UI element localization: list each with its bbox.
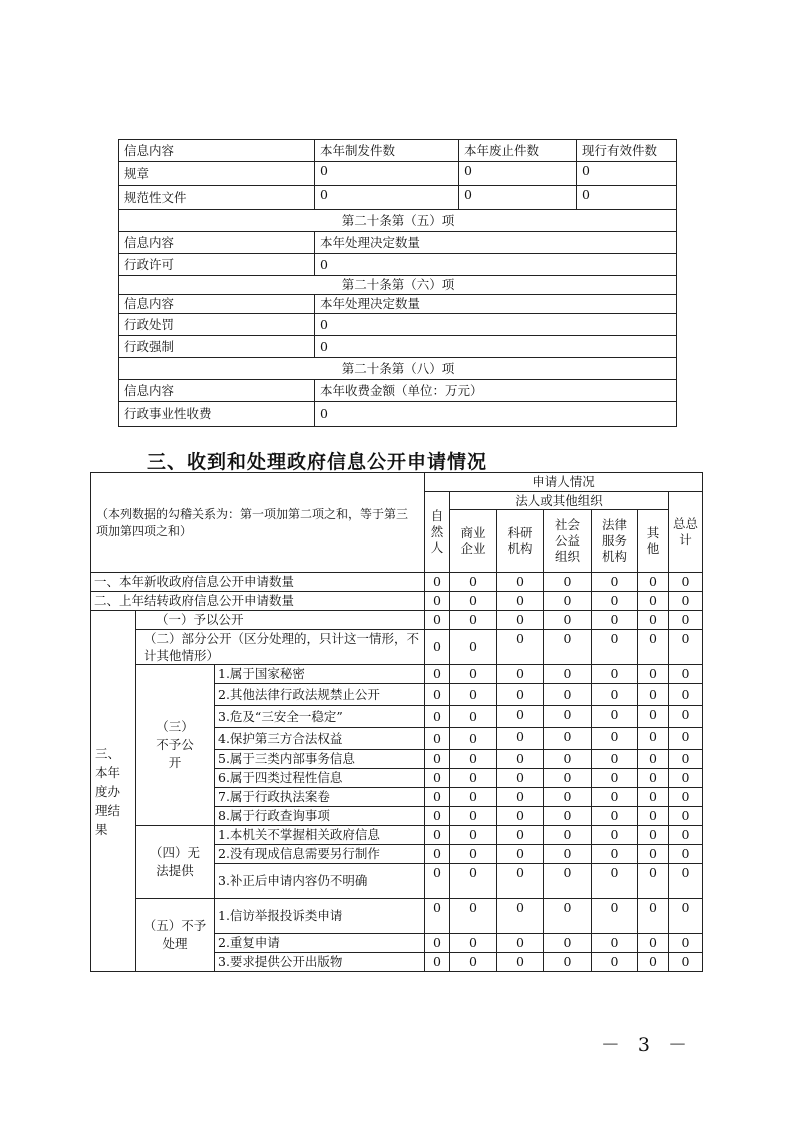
value-cell: 0 xyxy=(497,769,544,788)
value-cell: 0 xyxy=(450,630,497,665)
table-cell: 行政许可 xyxy=(119,254,315,276)
sub-group-label: （五）不予处理 xyxy=(136,899,215,972)
value-cell: 0 xyxy=(592,611,638,630)
value-cell: 0 xyxy=(592,706,638,728)
value-cell: 0 xyxy=(497,845,544,864)
table-cell: 本年收费金额（单位：万元） xyxy=(315,380,677,402)
value-cell: 0 xyxy=(669,630,703,665)
table-row xyxy=(119,314,677,336)
row-label: 2.没有现成信息需要另行制作 xyxy=(215,845,425,864)
value-cell: 0 xyxy=(450,769,497,788)
value-cell: 0 xyxy=(592,953,638,972)
value-cell: 0 xyxy=(544,826,592,845)
value-cell: 0 xyxy=(592,573,638,592)
value-cell: 0 xyxy=(497,826,544,845)
value-cell: 0 xyxy=(497,706,544,728)
table-cell: 本年处理决定数量 xyxy=(315,295,677,314)
value-cell: 0 xyxy=(425,684,450,706)
sub-group-label: （三）不予公开 xyxy=(136,665,215,826)
value-cell: 0 xyxy=(638,573,669,592)
row-label: 2.重复申请 xyxy=(215,934,425,953)
value-cell: 0 xyxy=(425,706,450,728)
value-cell: 0 xyxy=(669,826,703,845)
section-title: 第二十条第（六）项 xyxy=(119,276,677,295)
section-row xyxy=(119,358,677,380)
value-cell: 0 xyxy=(450,611,497,630)
value-cell: 0 xyxy=(544,953,592,972)
table-row xyxy=(119,162,677,186)
section-title: 第二十条第（八）项 xyxy=(119,358,677,380)
value-cell: 0 xyxy=(544,728,592,750)
header-cell: 其他 xyxy=(638,510,669,573)
value-cell: 0 xyxy=(450,788,497,807)
table-row xyxy=(119,140,677,162)
table-cell: 0 xyxy=(315,314,677,336)
value-cell: 0 xyxy=(425,630,450,665)
table-cell: 信息内容 xyxy=(119,380,315,402)
header-cell: 科研机构 xyxy=(497,510,544,573)
value-cell: 0 xyxy=(669,592,703,611)
value-cell: 0 xyxy=(638,864,669,899)
value-cell: 0 xyxy=(544,592,592,611)
value-cell: 0 xyxy=(544,573,592,592)
table-cell: 0 xyxy=(315,336,677,358)
value-cell: 0 xyxy=(638,899,669,934)
value-cell: 0 xyxy=(592,592,638,611)
row-label: 6.属于四类过程性信息 xyxy=(215,769,425,788)
value-cell: 0 xyxy=(450,750,497,769)
value-cell: 0 xyxy=(592,826,638,845)
value-cell: 0 xyxy=(425,953,450,972)
value-cell: 0 xyxy=(497,788,544,807)
value-cell: 0 xyxy=(497,934,544,953)
value-cell: 0 xyxy=(425,845,450,864)
header-cell: 信息内容 xyxy=(119,140,315,162)
value-cell: 0 xyxy=(497,899,544,934)
table-cell: 0 xyxy=(315,254,677,276)
value-cell: 0 xyxy=(638,750,669,769)
row-label: 2.其他法律行政法规禁止公开 xyxy=(215,684,425,706)
value-cell: 0 xyxy=(425,769,450,788)
value-cell: 0 xyxy=(425,788,450,807)
row-label: 3.补正后申请内容仍不明确 xyxy=(215,864,425,899)
header-cell: 申请人情况 xyxy=(425,473,703,492)
table-cell: 0 xyxy=(315,162,459,186)
header-cell: 社会公益组织 xyxy=(544,510,592,573)
value-cell: 0 xyxy=(592,845,638,864)
value-cell: 0 xyxy=(450,807,497,826)
table-row xyxy=(91,592,703,611)
value-cell: 0 xyxy=(592,899,638,934)
table-cell: 行政事业性收费 xyxy=(119,402,315,427)
row-label: 4.保护第三方合法权益 xyxy=(215,728,425,750)
value-cell: 0 xyxy=(592,665,638,684)
value-cell: 0 xyxy=(638,611,669,630)
value-cell: 0 xyxy=(425,807,450,826)
table-row xyxy=(91,630,703,665)
table-cell: 规范性文件 xyxy=(119,186,315,210)
value-cell: 0 xyxy=(425,592,450,611)
table-cell: 0 xyxy=(315,402,677,427)
value-cell: 0 xyxy=(669,769,703,788)
page-number: － 3 － xyxy=(600,1034,693,1056)
table-row xyxy=(119,336,677,358)
note-cell: （本列数据的勾稽关系为：第一项加第二项之和，等于第三项加第四项之和） xyxy=(91,473,425,573)
value-cell: 0 xyxy=(592,864,638,899)
value-cell: 0 xyxy=(592,807,638,826)
value-cell: 0 xyxy=(425,665,450,684)
value-cell: 0 xyxy=(638,728,669,750)
row-label: （二）部分公开（区分处理的，只计这一情形，不计其他情形） xyxy=(136,630,425,665)
value-cell: 0 xyxy=(425,750,450,769)
value-cell: 0 xyxy=(450,665,497,684)
value-cell: 0 xyxy=(669,934,703,953)
table-cell: 0 xyxy=(577,162,677,186)
row-label: 二、上年结转政府信息公开申请数量 xyxy=(91,592,425,611)
value-cell: 0 xyxy=(544,706,592,728)
table-row xyxy=(119,186,677,210)
value-cell: 0 xyxy=(638,826,669,845)
value-cell: 0 xyxy=(425,728,450,750)
value-cell: 0 xyxy=(669,750,703,769)
header-cell: 现行有效件数 xyxy=(577,140,677,162)
value-cell: 0 xyxy=(592,630,638,665)
table-regulations xyxy=(118,139,677,427)
value-cell: 0 xyxy=(592,934,638,953)
row-label: 3.要求提供公开出版物 xyxy=(215,953,425,972)
table-cell: 0 xyxy=(315,186,459,210)
value-cell: 0 xyxy=(638,845,669,864)
value-cell: 0 xyxy=(497,864,544,899)
value-cell: 0 xyxy=(669,665,703,684)
value-cell: 0 xyxy=(669,899,703,934)
value-cell: 0 xyxy=(450,826,497,845)
value-cell: 0 xyxy=(497,750,544,769)
value-cell: 0 xyxy=(669,807,703,826)
table-row xyxy=(91,573,703,592)
value-cell: 0 xyxy=(497,665,544,684)
value-cell: 0 xyxy=(544,899,592,934)
row-label: 5.属于三类内部事务信息 xyxy=(215,750,425,769)
row-label: 1.信访举报投诉类申请 xyxy=(215,899,425,934)
value-cell: 0 xyxy=(425,899,450,934)
row-label: 8.属于行政查询事项 xyxy=(215,807,425,826)
row-label: 1.本机关不掌握相关政府信息 xyxy=(215,826,425,845)
value-cell: 0 xyxy=(497,684,544,706)
value-cell: 0 xyxy=(497,592,544,611)
header-cell: 法律服务机构 xyxy=(592,510,638,573)
value-cell: 0 xyxy=(638,592,669,611)
value-cell: 0 xyxy=(544,807,592,826)
value-cell: 0 xyxy=(497,728,544,750)
value-cell: 0 xyxy=(669,706,703,728)
table-cell: 信息内容 xyxy=(119,232,315,254)
value-cell: 0 xyxy=(638,665,669,684)
group-label: 三、本年度办理结果 xyxy=(91,611,136,972)
value-cell: 0 xyxy=(638,706,669,728)
value-cell: 0 xyxy=(638,788,669,807)
value-cell: 0 xyxy=(425,864,450,899)
value-cell: 0 xyxy=(497,573,544,592)
value-cell: 0 xyxy=(425,573,450,592)
row-label: 1.属于国家秘密 xyxy=(215,665,425,684)
row-label: 7.属于行政执法案卷 xyxy=(215,788,425,807)
header-cell: 本年废止件数 xyxy=(459,140,577,162)
value-cell: 0 xyxy=(544,665,592,684)
section-heading: 三、收到和处理政府信息公开申请情况 xyxy=(147,451,488,473)
value-cell: 0 xyxy=(669,953,703,972)
value-cell: 0 xyxy=(450,573,497,592)
table-row xyxy=(119,380,677,402)
header-cell: 本年制发件数 xyxy=(315,140,459,162)
value-cell: 0 xyxy=(544,684,592,706)
table-cell: 0 xyxy=(459,186,577,210)
table-row xyxy=(119,232,677,254)
table-cell: 行政强制 xyxy=(119,336,315,358)
table-cell: 规章 xyxy=(119,162,315,186)
table-row xyxy=(91,611,703,630)
table-row xyxy=(91,665,703,684)
table-cell: 0 xyxy=(459,162,577,186)
value-cell: 0 xyxy=(669,845,703,864)
value-cell: 0 xyxy=(638,807,669,826)
value-cell: 0 xyxy=(450,953,497,972)
value-cell: 0 xyxy=(669,573,703,592)
value-cell: 0 xyxy=(425,934,450,953)
value-cell: 0 xyxy=(450,864,497,899)
table-row xyxy=(91,473,703,492)
value-cell: 0 xyxy=(669,864,703,899)
table-row xyxy=(119,254,677,276)
value-cell: 0 xyxy=(497,630,544,665)
table-cell: 本年处理决定数量 xyxy=(315,232,677,254)
value-cell: 0 xyxy=(544,788,592,807)
header-cell: 法人或其他组织 xyxy=(450,492,669,510)
value-cell: 0 xyxy=(544,630,592,665)
value-cell: 0 xyxy=(592,769,638,788)
table-row xyxy=(119,402,677,427)
value-cell: 0 xyxy=(497,953,544,972)
value-cell: 0 xyxy=(638,953,669,972)
row-label: 3.危及“三安全一稳定” xyxy=(215,706,425,728)
value-cell: 0 xyxy=(592,750,638,769)
value-cell: 0 xyxy=(669,684,703,706)
section-row xyxy=(119,276,677,295)
value-cell: 0 xyxy=(544,934,592,953)
value-cell: 0 xyxy=(544,750,592,769)
value-cell: 0 xyxy=(450,706,497,728)
value-cell: 0 xyxy=(592,788,638,807)
value-cell: 0 xyxy=(669,728,703,750)
row-label: 一、本年新收政府信息公开申请数量 xyxy=(91,573,425,592)
header-cell: 自然人 xyxy=(425,492,450,573)
value-cell: 0 xyxy=(544,611,592,630)
table-row xyxy=(119,295,677,314)
table-cell: 0 xyxy=(577,186,677,210)
value-cell: 0 xyxy=(592,728,638,750)
value-cell: 0 xyxy=(450,934,497,953)
header-cell: 总总计 xyxy=(669,492,703,573)
table-row xyxy=(91,826,703,845)
header-cell: 商业企业 xyxy=(450,510,497,573)
table-cell: 信息内容 xyxy=(119,295,315,314)
value-cell: 0 xyxy=(450,899,497,934)
sub-group-label: （四）无法提供 xyxy=(136,826,215,899)
value-cell: 0 xyxy=(497,611,544,630)
value-cell: 0 xyxy=(450,728,497,750)
value-cell: 0 xyxy=(544,769,592,788)
value-cell: 0 xyxy=(669,611,703,630)
value-cell: 0 xyxy=(450,845,497,864)
value-cell: 0 xyxy=(638,934,669,953)
value-cell: 0 xyxy=(450,684,497,706)
value-cell: 0 xyxy=(450,592,497,611)
section-row xyxy=(119,210,677,232)
row-label: （一）予以公开 xyxy=(136,611,425,630)
table-cell: 行政处罚 xyxy=(119,314,315,336)
value-cell: 0 xyxy=(638,769,669,788)
section-title: 第二十条第（五）项 xyxy=(119,210,677,232)
value-cell: 0 xyxy=(638,684,669,706)
table-row xyxy=(91,899,703,934)
value-cell: 0 xyxy=(592,684,638,706)
value-cell: 0 xyxy=(669,788,703,807)
value-cell: 0 xyxy=(544,864,592,899)
value-cell: 0 xyxy=(497,807,544,826)
value-cell: 0 xyxy=(425,611,450,630)
value-cell: 0 xyxy=(544,845,592,864)
value-cell: 0 xyxy=(638,630,669,665)
value-cell: 0 xyxy=(425,826,450,845)
table-applications xyxy=(90,472,703,972)
